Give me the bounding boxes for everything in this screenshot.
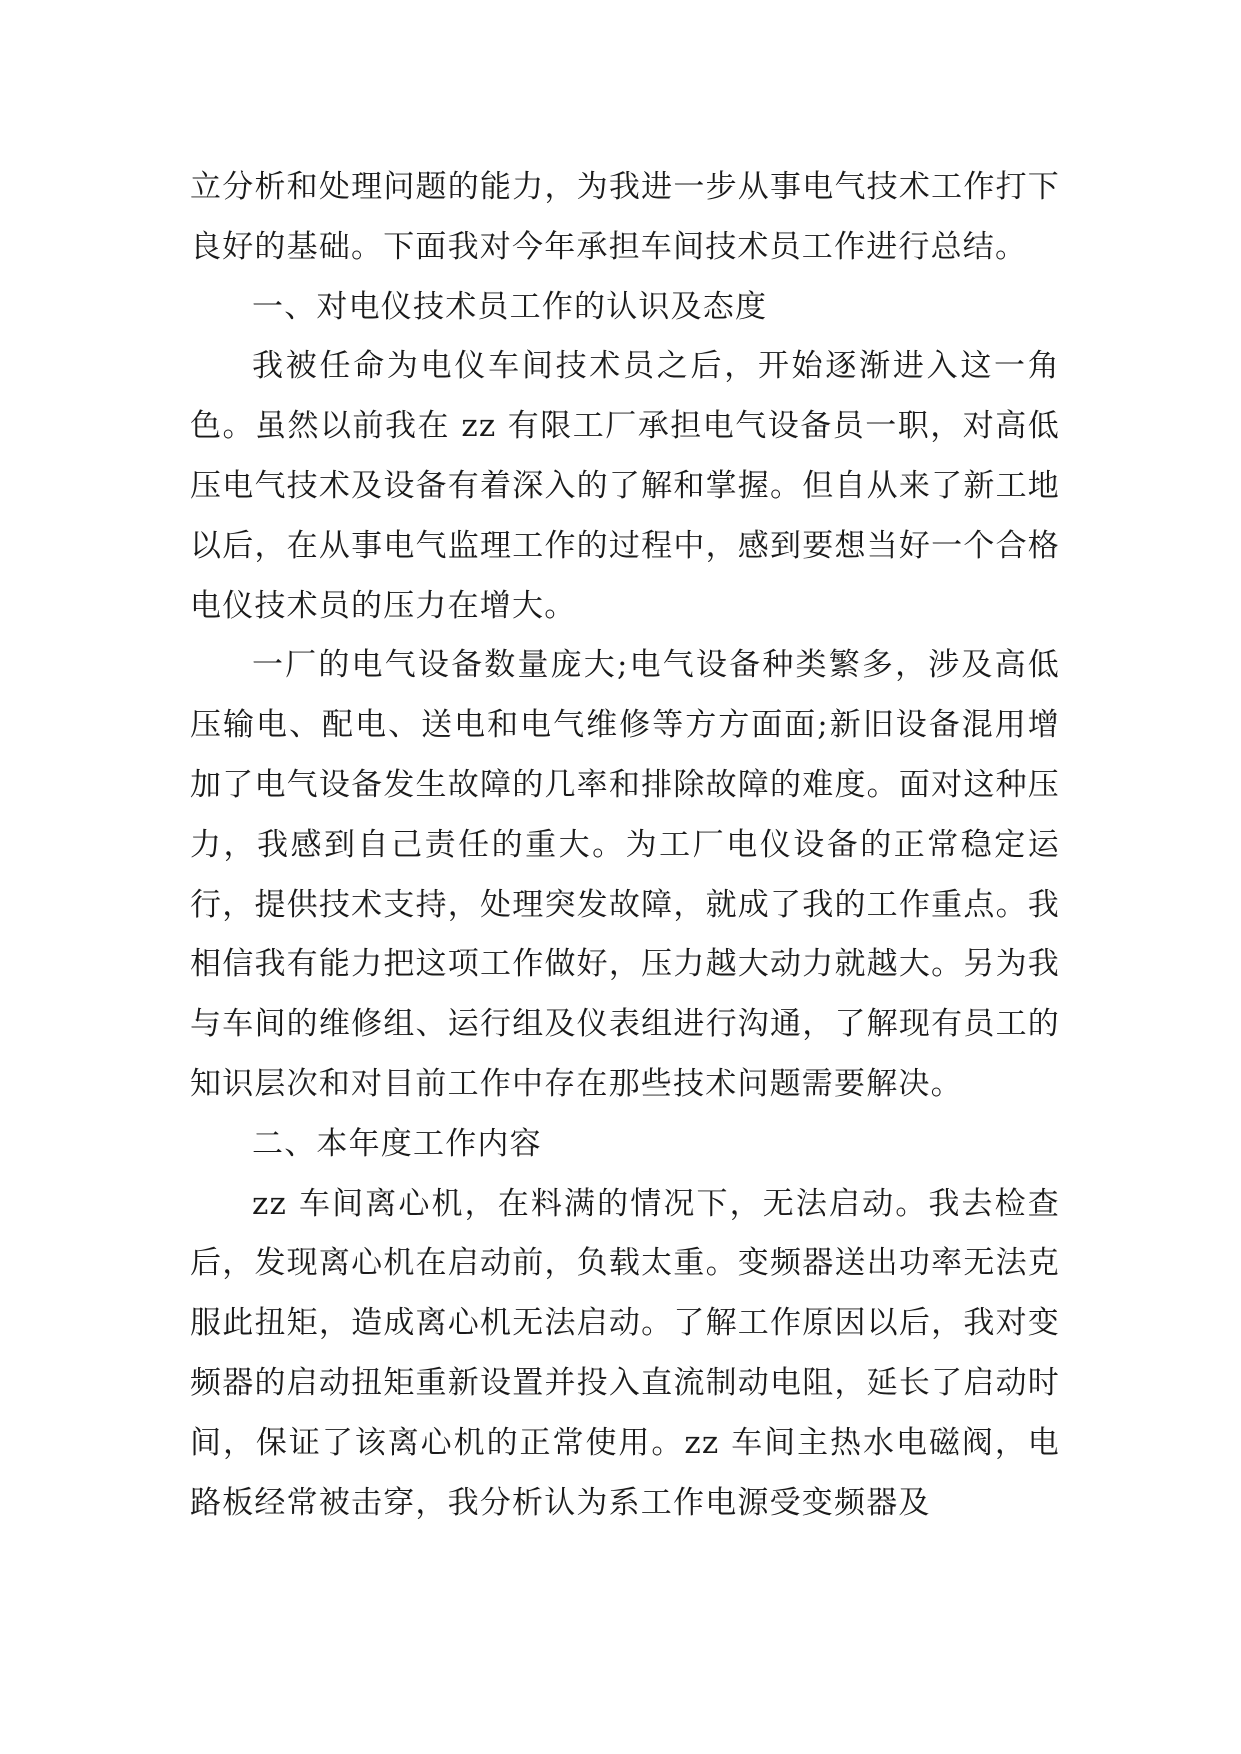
paragraph: zz 车间离心机，在料满的情况下，无法启动。我去检查后，发现离心机在启动前，负载太重。变频器送出功率无法克服此扭矩，造成离心机无法启动。了解工作原因以后，我对变频器的启动扭矩重新设置并投入直流制动电阻，延长了启动时间，保证了该离心机的正常使用。zz 车间主热水电磁阀，电路板经常被击穿，我分析认为系工作电源受变频器及 bbox=[190, 1185, 1060, 1521]
paragraph: 我被任命为电仪车间技术员之后，开始逐渐进入这一角色。虽然以前我在 zz 有限工厂承担电气设备员一职，对高低压电气技术及设备有着深入的了解和掌握。但自从来了新工地以后，在从事电气监理工作的过程中，感到要想当好一个合格电仪技术员的压力在增大。 bbox=[190, 348, 1060, 624]
section-heading-1: 一、对电仪技术员工作的认识及态度 bbox=[252, 288, 768, 325]
section-heading-2: 二、本年度工作内容 bbox=[252, 1125, 542, 1162]
paragraph-continuation: 立分析和处理问题的能力，为我进一步从事电气技术工作打下良好的基础。下面我对今年承担车间技术员工作进行总结。 bbox=[190, 169, 1060, 265]
document-body bbox=[190, 158, 1060, 1533]
paragraph: 一厂的电气设备数量庞大;电气设备种类繁多，涉及高低压输电、配电、送电和电气维修等方方面面;新旧设备混用增加了电气设备发生故障的几率和排除故障的难度。面对这种压力，我感到自己责任的重大。为工厂电仪设备的正常稳定运行，提供技术支持，处理突发故障，就成了我的工作重点。我相信我有能力把这项工作做好，压力越大动力就越大。另为我与车间的维修组、运行组及仪表组进行沟通，了解现有员工的知识层次和对目前工作中存在那些技术问题需要解决。 bbox=[190, 647, 1060, 1102]
